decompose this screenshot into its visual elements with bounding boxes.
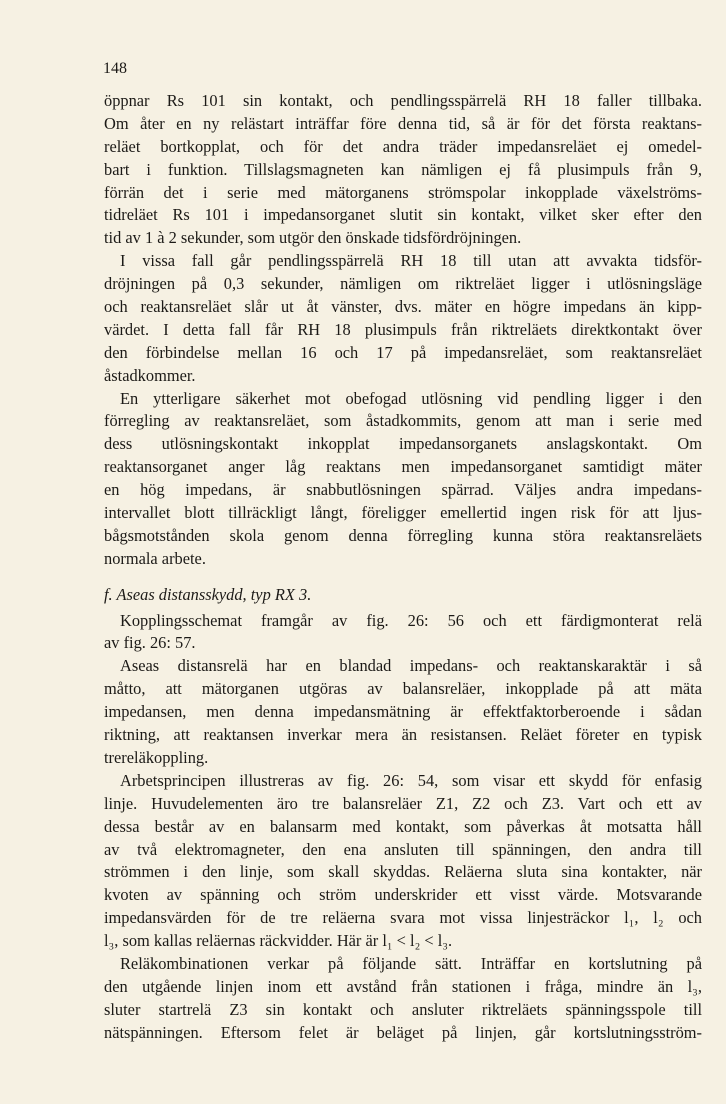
- text-line: dess utlösningskontakt inkopplat impedansorganets anslagskontakt. Om: [104, 434, 702, 454]
- page-number: 148: [103, 60, 127, 77]
- text-line: en hög impedans, är snabbutlösningen spärrad. Väljes andra impedans-: [104, 480, 702, 500]
- text-line: linje. Huvudelementen äro tre balansreläer Z1, Z2 och Z3. Vart och ett av: [104, 793, 702, 813]
- text-line: En ytterligare säkerhet mot obefogad utlösning vid pendling ligger i den: [120, 388, 702, 408]
- text-line: trereläkoppling.: [104, 747, 209, 767]
- text-line: förregling av reaktansreläet, som åstadkommits, genom att man i serie med: [104, 411, 702, 431]
- text-line: sluter startrelä Z3 sin kontakt och ansluter riktreläets spänningsspole till: [104, 999, 702, 1019]
- text-line: strömmen i den linje, som skall skyddas. Reläerna sluta sina kontakter, när: [104, 862, 702, 882]
- section-heading: f. Aseas distansskydd, typ RX 3.: [104, 584, 312, 604]
- text-line: tid av 1 à 2 sekunder, som utgör den önskade tidsfördröjningen.: [104, 228, 522, 248]
- text-line: l₃, som kallas reläernas räckvidder. Här är l₁ < l₂ < l₃.: [104, 931, 453, 951]
- text-line: åstadkommer.: [104, 365, 196, 385]
- text-line: av två elektromagneter, den ena ansluten till spänningen, den andra till: [104, 839, 702, 859]
- text-line: dröjningen på 0,3 sekunder, nämligen om riktreläet ligger i utlösningsläge: [104, 274, 702, 294]
- text-line: förrän det i serie med mätorganens strömspolar inkopplade växelströms-: [104, 182, 702, 202]
- text-line: reaktansorganet anger låg reaktans men impedansorganet samtidigt mäter: [104, 457, 702, 477]
- body-text: [104, 90, 702, 1045]
- text-line: öppnar Rs 101 sin kontakt, och pendlingsspärrelä RH 18 faller tillbaka.: [104, 91, 702, 110]
- text-line: bågsmotstånden skola genom denna förregling kunna störa reaktansreläets: [104, 525, 702, 545]
- text-line: normala arbete.: [104, 548, 206, 568]
- text-line: måtto, att mätorganen utgöras av balansreläer, inkopplade på att mäta: [104, 679, 702, 699]
- text-line: Aseas distansrelä har en blandad impedans- och reaktanskaraktär i så: [120, 656, 702, 676]
- text-line: impedansen, men denna impedansmätning är effektfaktorberoende i sådan: [104, 702, 702, 722]
- text-line: Kopplingsschemat framgår av fig. 26: 56 och ett färdigmonterat relä: [120, 610, 702, 630]
- text-line: den förbindelse mellan 16 och 17 på impedansreläet, som reaktansreläet: [104, 342, 702, 362]
- text-line: den utgående linjen inom ett avstånd från stationen i fråga, mindre än l₃,: [104, 976, 702, 996]
- text-line: värdet. I detta fall får RH 18 plusimpuls från riktreläets direktkontakt över: [104, 319, 702, 339]
- text-line: reläet bortkopplat, och för det andra träder impedansreläet ej omedel-: [104, 136, 702, 156]
- text-line: Reläkombinationen verkar på följande sätt. Inträffar en kortslutning på: [120, 953, 702, 973]
- text-line: Arbetsprincipen illustreras av fig. 26: 54, som visar ett skydd för enfasig: [120, 770, 702, 790]
- text-line: nätspänningen. Eftersom felet är beläget på linjen, går kortslutningsström-: [104, 1022, 702, 1042]
- text-line: dessa består av en balansarm med kontakt, som påverkas åt motsatta håll: [104, 816, 702, 836]
- text-line: riktning, att reaktansen inverkar mera än resistansen. Reläet företer en typisk: [104, 725, 702, 745]
- text-line: kvoten av spänning och ström underskrider ett visst värde. Motsvarande: [104, 885, 702, 905]
- text-line: och reaktansreläet slår ut åt vänster, dvs. mäter en högre impedans än kipp-: [104, 297, 702, 317]
- text-line: impedansvärden för de tre reläerna svara mot vissa linjesträckor l₁, l₂ och: [104, 908, 702, 928]
- text-line: tidreläet Rs 101 i impedansorganet slutit sin kontakt, vilket sker efter den: [104, 205, 702, 225]
- text-line: I vissa fall går pendlingsspärrelä RH 18 till utan att avvakta tidsför-: [120, 251, 702, 271]
- text-line: bart i funktion. Tillslagsmagneten kan nämligen ej få plusimpuls från 9,: [104, 159, 702, 179]
- text-line: Om åter en ny relästart inträffar före denna tid, så är för det första reaktans-: [104, 113, 702, 133]
- text-line: intervallet blott tillräckligt långt, föreligger emellertid ingen risk för att ljus-: [104, 503, 702, 523]
- text-line: av fig. 26: 57.: [104, 633, 196, 653]
